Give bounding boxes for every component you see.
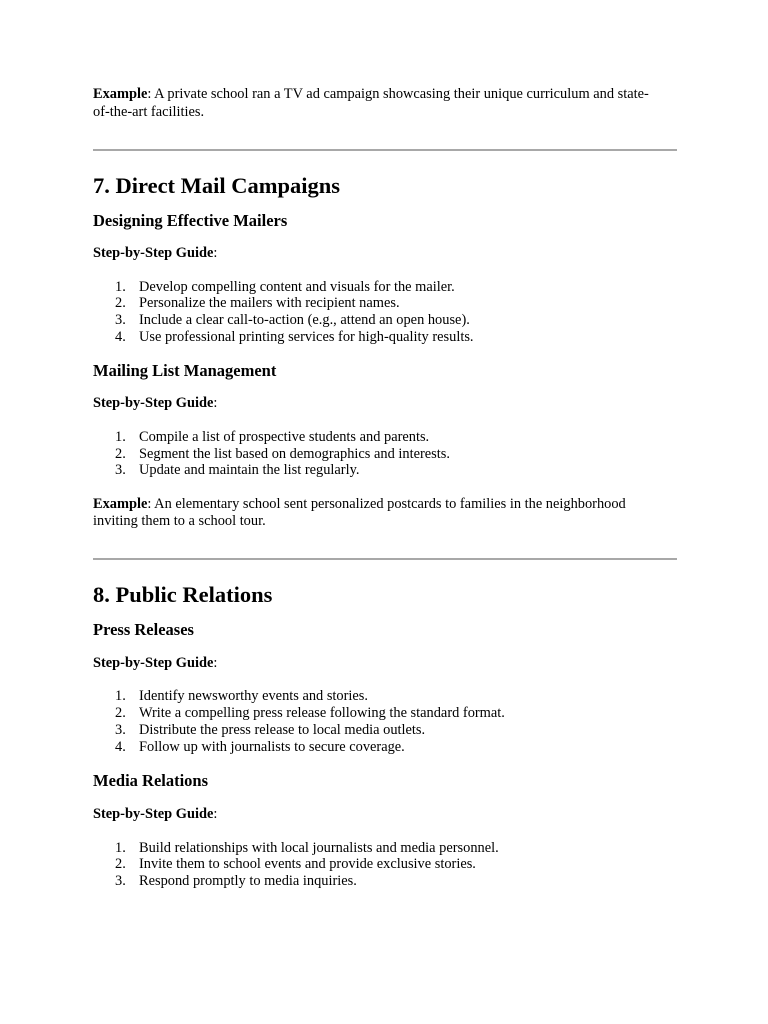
step-list: [93, 688, 677, 755]
list-item: 2. Segment the list based on demographics and interests.: [115, 445, 450, 462]
example-text: : A private school ran a TV ad campaign showcasing their unique curriculum and state-of-the-art facilities.: [93, 86, 649, 120]
list-item: 1. Build relationships with local journalists and media personnel.: [115, 839, 499, 856]
guide-label: Step-by-Step Guide:: [93, 654, 218, 671]
section-divider: [93, 149, 677, 151]
subsection-heading: Press Releases: [93, 619, 194, 639]
guide-label: Step-by-Step Guide:: [93, 395, 218, 412]
guide-label: Step-by-Step Guide:: [93, 806, 218, 823]
section-heading: 8. Public Relations: [93, 581, 273, 607]
step-list: [93, 279, 677, 346]
guide-label: Step-by-Step Guide:: [93, 245, 218, 261]
list-item: 2. Write a compelling press release following the standard format.: [115, 705, 505, 722]
subsection-heading: Media Relations: [93, 771, 209, 791]
list-item: 4. Use professional printing services for high-quality results.: [115, 328, 474, 345]
list-item: 3. Include a clear call-to-action (e.g., attend an open house).: [115, 311, 470, 328]
step-list: [93, 840, 677, 890]
subsection-heading: Designing Effective Mailers: [93, 211, 288, 230]
section-heading: 7. Direct Mail Campaigns: [93, 173, 341, 198]
example-label: Example: [93, 86, 148, 102]
section-divider: [93, 558, 677, 560]
subsection-heading: Mailing List Management: [93, 361, 277, 381]
example-label: Example: [93, 495, 148, 512]
list-item: 2. Invite them to school events and provide exclusive stories.: [115, 856, 476, 873]
list-item: 2. Personalize the mailers with recipient names.: [115, 295, 400, 312]
example-paragraph: [93, 496, 671, 531]
document-page: [93, 86, 677, 890]
list-item: 1. Develop compelling content and visuals for the mailer.: [115, 278, 455, 295]
step-list: [93, 429, 677, 479]
list-item: 3. Update and maintain the list regularly.: [115, 462, 360, 479]
list-item: 1. Compile a list of prospective students and parents.: [115, 428, 430, 445]
list-item: 1. Identify newsworthy events and stories.: [115, 688, 368, 705]
example-text: : An elementary school sent personalized postcards to families in the neighborhood inviting them to a school tour.: [93, 495, 626, 530]
list-item: 3. Distribute the press release to local media outlets.: [115, 721, 426, 738]
list-item: 4. Follow up with journalists to secure coverage.: [115, 738, 405, 755]
list-item: 3. Respond promptly to media inquiries.: [115, 873, 357, 890]
example-paragraph: [93, 86, 663, 121]
